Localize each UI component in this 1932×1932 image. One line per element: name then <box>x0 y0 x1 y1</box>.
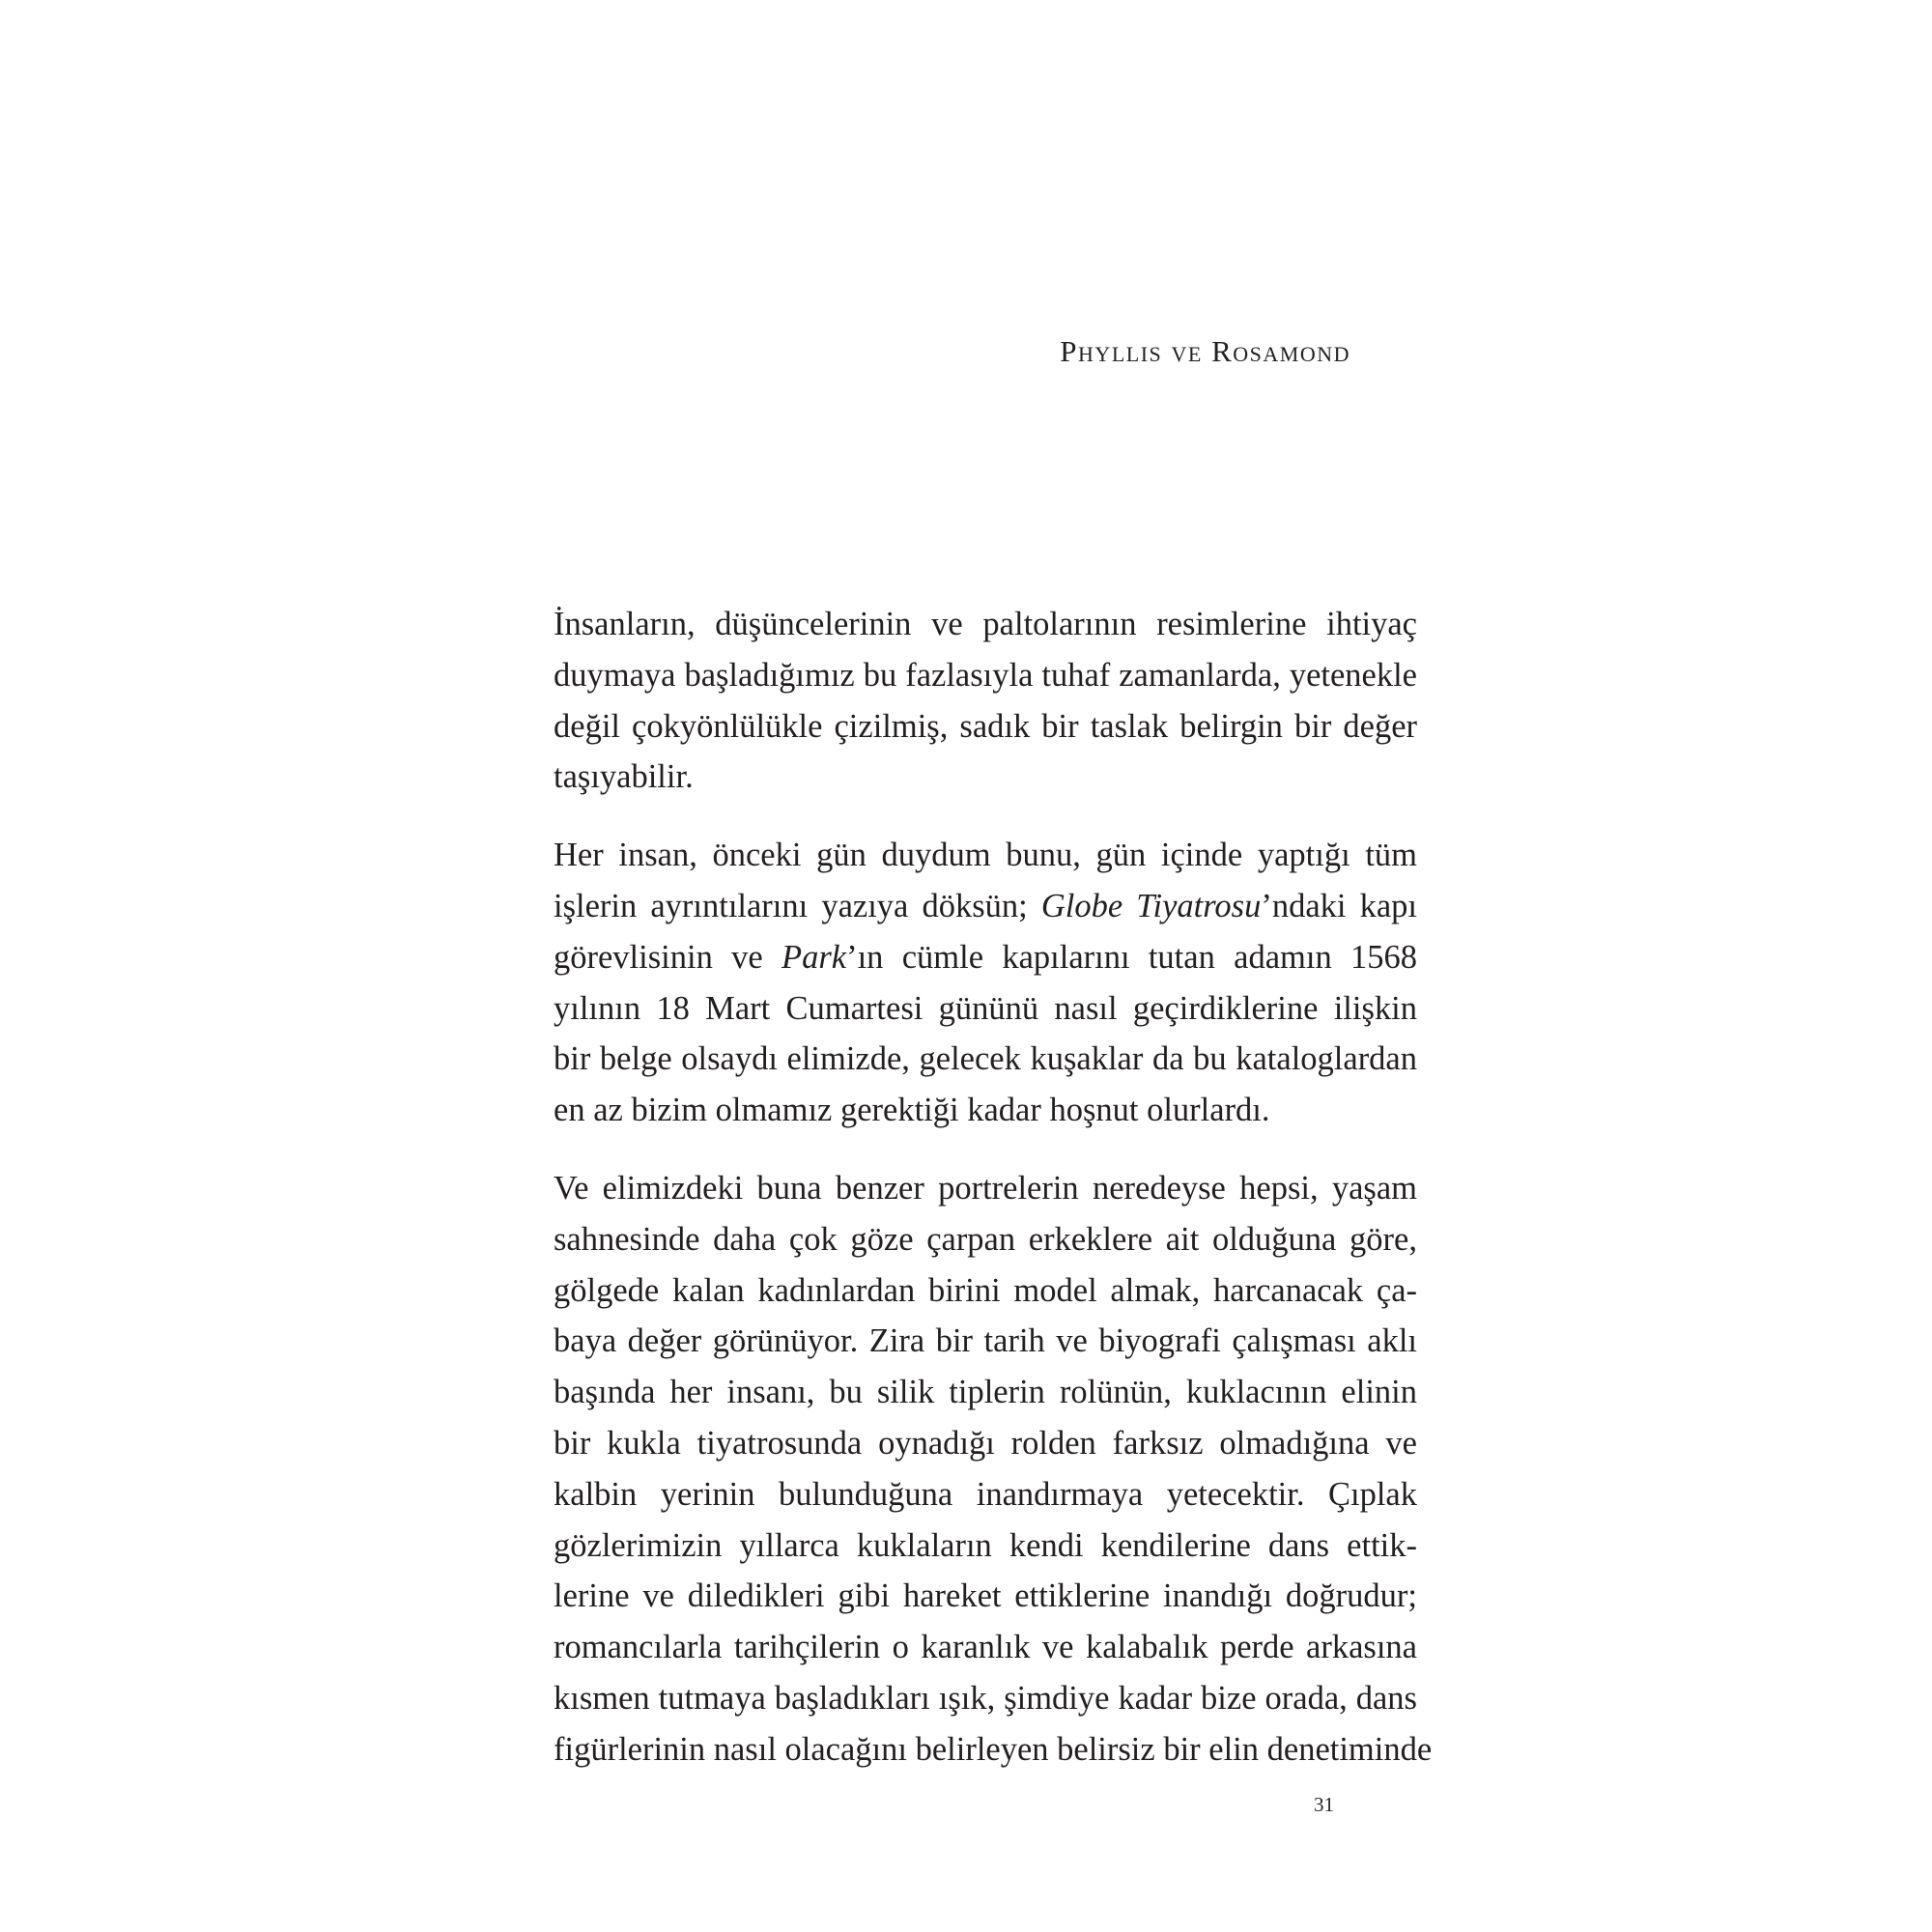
text-segment: kısmen tutmaya başladıkları ışık, şimdiye kadar bize orada, dans <box>554 1679 1417 1717</box>
text-segment: taşıyabilir. <box>554 758 694 796</box>
text-segment: İnsanların, düşüncelerinin ve paltolarının resimlerine ihtiyaç <box>554 606 1417 642</box>
text-segment: görevlisinin ve <box>554 938 782 976</box>
text-line <box>554 1163 1417 1214</box>
text-line <box>554 1418 1417 1469</box>
italic-text: Globe Tiyatrosu <box>1040 887 1262 924</box>
text-segment: ’ın cümle kapılarını tutan adamın 1568 <box>846 938 1417 976</box>
text-segment: değil çokyönlülükle çizilmiş, sadık bir taslak belirgin bir değer <box>554 707 1417 745</box>
text-segment: bir belge olsaydı elimizde, gelecek kuşaklar da bu kataloglardan <box>554 1040 1417 1078</box>
text-line <box>554 881 1417 932</box>
text-line <box>554 701 1417 753</box>
text-segment: kalbin yerinin bulunduğuna inandırmaya yetecektir. Çıplak <box>554 1475 1417 1513</box>
text-line <box>554 1034 1417 1085</box>
text-segment: gözlerimizin yıllarca kuklaların kendi kendilerine dans ettik- <box>554 1526 1417 1564</box>
text-segment: gölgede kalan kadınlardan birini model almak, harcanacak ça- <box>554 1271 1417 1309</box>
text-line <box>554 1571 1417 1622</box>
text-line <box>554 599 1417 650</box>
text-segment: figürlerinin nasıl olacağını belirleyen belirsiz bir elin denetiminde <box>554 1730 1433 1768</box>
text-segment: lerine ve diledikleri gibi hareket ettiklerine inandığı doğrudur; <box>554 1577 1417 1615</box>
text-segment: romancılarla tarihçilerin o karanlık ve kalabalık perde arkasına <box>554 1629 1417 1666</box>
text-line <box>554 1265 1417 1317</box>
italic-text: Park <box>781 938 847 976</box>
text-segment: Ve elimizdeki buna benzer portrelerin neredeyse hepsi, yaşam <box>554 1169 1417 1207</box>
text-segment: duymaya başladığımız bu fazlasıyla tuhaf zamanlarda, yetenekle <box>554 656 1417 694</box>
text-line <box>554 1214 1417 1265</box>
text-line <box>554 1316 1417 1367</box>
text-segment: yılının 18 Mart Cumartesi gününü nasıl geçirdiklerine ilişkin <box>554 989 1417 1027</box>
text-line <box>554 830 1417 881</box>
text-segment: işlerin ayrıntılarını yazıya döksün; <box>554 887 1041 924</box>
text-line <box>554 650 1417 701</box>
text-line <box>554 752 1417 803</box>
paragraph <box>554 1163 1433 1776</box>
text-line <box>554 1724 1433 1776</box>
text-line <box>554 1622 1417 1673</box>
body-text <box>554 599 1433 1803</box>
text-segment: Her insan, önceki gün duydum bunu, gün içinde yaptığı tüm <box>554 837 1417 874</box>
text-segment: bir kukla tiyatrosunda oynadığı rolden farksız olmadığına ve <box>554 1424 1417 1462</box>
text-line <box>554 983 1417 1035</box>
text-line <box>554 1673 1417 1724</box>
text-segment: en az bizim olmamız gerektiği kadar hoşnut olurlardı. <box>554 1092 1270 1129</box>
running-head: Phyllis ve Rosamond <box>1060 334 1350 368</box>
text-segment: sahnesinde daha çok göze çarpan erkeklere ait olduğuna göre, <box>554 1220 1417 1258</box>
text-line <box>554 1367 1417 1418</box>
page-number: 31 <box>1314 1793 1334 1816</box>
text-segment: baya değer görünüyor. Zira bir tarih ve biyografi çalışması aklı <box>554 1322 1417 1360</box>
text-segment: ’ndaki kapı <box>1261 887 1417 924</box>
text-line <box>554 932 1417 983</box>
paragraph <box>554 599 1417 803</box>
text-segment: başında her insanı, bu silik tiplerin rolünün, kuklacının elinin <box>554 1374 1417 1411</box>
text-line <box>554 1469 1417 1520</box>
paragraph <box>554 830 1417 1136</box>
text-line <box>554 1520 1417 1572</box>
text-line <box>554 1085 1417 1136</box>
